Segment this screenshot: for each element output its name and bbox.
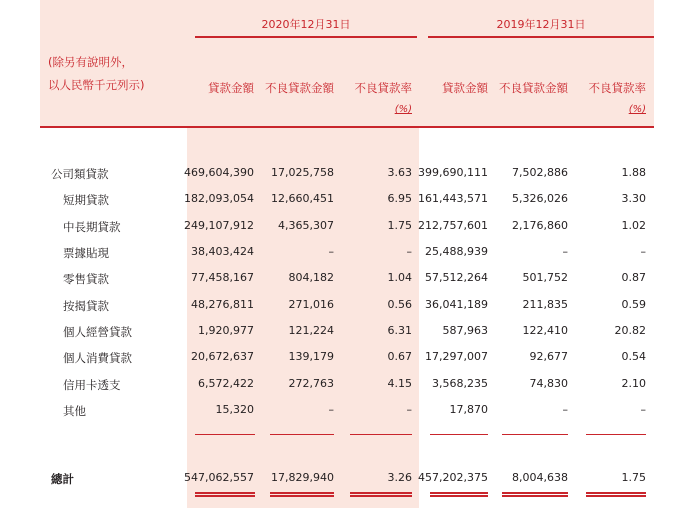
subtotal-rule — [270, 434, 334, 435]
table-cell: 17,870 — [449, 403, 488, 416]
row-label: 信用卡透支 — [63, 378, 121, 392]
table-cell: 2.10 — [621, 377, 646, 390]
total-double-rule — [586, 492, 646, 497]
table-cell: 469,604,390 — [184, 166, 254, 179]
note-line-2: 以人民幣千元列示) — [48, 78, 145, 92]
total-cell: 8,004,638 — [512, 471, 568, 484]
subtotal-rule — [502, 434, 568, 435]
row-label: 個人經營貸款 — [63, 325, 132, 339]
table-cell: 0.67 — [387, 350, 412, 363]
header-rule — [40, 126, 654, 128]
total-double-rule — [430, 492, 488, 497]
table-cell: 0.87 — [621, 271, 646, 284]
row-label: 按揭貸款 — [63, 299, 109, 313]
subtotal-rule — [586, 434, 646, 435]
table-cell: 6.31 — [387, 324, 412, 337]
table-cell: 0.56 — [387, 298, 412, 311]
total-double-rule — [502, 492, 568, 497]
col-header-nplratio-2019: 不良貸款率 — [588, 81, 646, 95]
table-cell: 3.63 — [387, 166, 412, 179]
total-cell: 547,062,557 — [184, 471, 254, 484]
table-cell: – — [406, 245, 412, 258]
note-line-1: (除另有說明外， — [48, 55, 133, 69]
subtotal-rule — [430, 434, 488, 435]
table-cell: 5,326,026 — [512, 192, 568, 205]
period-2019-rule — [428, 36, 654, 38]
total-cell: 17,829,940 — [271, 471, 334, 484]
table-cell: 36,041,189 — [425, 298, 488, 311]
period-2020: 2020年12月31日 — [261, 18, 351, 31]
table-cell: 92,677 — [529, 350, 568, 363]
table-cell: 4,365,307 — [278, 219, 334, 232]
row-label: 零售貸款 — [63, 272, 109, 286]
table-cell: 20,672,637 — [191, 350, 254, 363]
table-cell: 0.59 — [621, 298, 646, 311]
period-2019: 2019年12月31日 — [496, 18, 586, 31]
total-double-rule — [350, 492, 412, 497]
table-cell: 3.30 — [621, 192, 646, 205]
table-cell: 0.54 — [621, 350, 646, 363]
table-cell: 271,016 — [288, 298, 334, 311]
table-cell: 212,757,601 — [418, 219, 488, 232]
table-cell: 2,176,860 — [512, 219, 568, 232]
row-label: 短期貸款 — [63, 193, 109, 207]
highlight-column-band — [187, 128, 419, 508]
table-cell: 6.95 — [387, 192, 412, 205]
table-cell: 182,093,054 — [184, 192, 254, 205]
table-cell: 272,763 — [288, 377, 334, 390]
table-cell: 4.15 — [387, 377, 412, 390]
table-cell: 20.82 — [614, 324, 646, 337]
total-cell: 3.26 — [387, 471, 412, 484]
table-cell: 211,835 — [522, 298, 568, 311]
table-cell: 399,690,111 — [418, 166, 488, 179]
table-cell: – — [562, 245, 568, 258]
table-cell: – — [328, 403, 334, 416]
col-header-loan-2019: 貸款金額 — [442, 81, 488, 95]
table-cell: 1.75 — [387, 219, 412, 232]
row-label: 其他 — [63, 404, 86, 418]
table-cell: 1,920,977 — [198, 324, 254, 337]
pct-unit-2020: (%) — [394, 104, 412, 115]
subtotal-rule — [195, 434, 255, 435]
pct-unit-2019: (%) — [628, 104, 646, 115]
table-cell: 804,182 — [288, 271, 334, 284]
table-cell: 74,830 — [529, 377, 568, 390]
table-cell: 1.02 — [621, 219, 646, 232]
table-cell: – — [640, 403, 646, 416]
col-header-nplratio-2020: 不良貸款率 — [354, 81, 412, 95]
total-cell: 457,202,375 — [418, 471, 488, 484]
table-cell: 139,179 — [288, 350, 334, 363]
table-cell: 3,568,235 — [432, 377, 488, 390]
table-cell: 121,224 — [288, 324, 334, 337]
total-double-rule — [270, 492, 334, 497]
table-cell: 17,025,758 — [271, 166, 334, 179]
table-cell: 6,572,422 — [198, 377, 254, 390]
row-label: 公司類貸款 — [51, 167, 109, 181]
table-cell: 48,276,811 — [191, 298, 254, 311]
total-label: 總計 — [51, 472, 74, 486]
row-label: 個人消費貸款 — [63, 351, 132, 365]
table-cell: 17,297,007 — [425, 350, 488, 363]
table-cell: 15,320 — [215, 403, 254, 416]
period-2020-rule — [195, 36, 417, 38]
table-cell: 1.88 — [621, 166, 646, 179]
table-cell: 249,107,912 — [184, 219, 254, 232]
subtotal-rule — [350, 434, 412, 435]
table-cell: 7,502,886 — [512, 166, 568, 179]
row-label: 中長期貸款 — [63, 220, 121, 234]
total-double-rule — [195, 492, 255, 497]
table-cell: – — [640, 245, 646, 258]
table-cell: 587,963 — [442, 324, 488, 337]
table-cell: 25,488,939 — [425, 245, 488, 258]
table-cell: 501,752 — [522, 271, 568, 284]
table-cell: – — [562, 403, 568, 416]
col-header-npl-2019: 不良貸款金額 — [499, 81, 568, 95]
col-header-npl-2020: 不良貸款金額 — [265, 81, 334, 95]
table-cell: 1.04 — [387, 271, 412, 284]
total-cell: 1.75 — [621, 471, 646, 484]
table-cell: 161,443,571 — [418, 192, 488, 205]
table-cell: 12,660,451 — [271, 192, 334, 205]
table-cell: 38,403,424 — [191, 245, 254, 258]
table-cell: 57,512,264 — [425, 271, 488, 284]
table-cell: – — [406, 403, 412, 416]
table-cell: – — [328, 245, 334, 258]
table-cell: 77,458,167 — [191, 271, 254, 284]
col-header-loan-2020: 貸款金額 — [208, 81, 254, 95]
table-cell: 122,410 — [522, 324, 568, 337]
row-label: 票據貼現 — [63, 246, 109, 260]
